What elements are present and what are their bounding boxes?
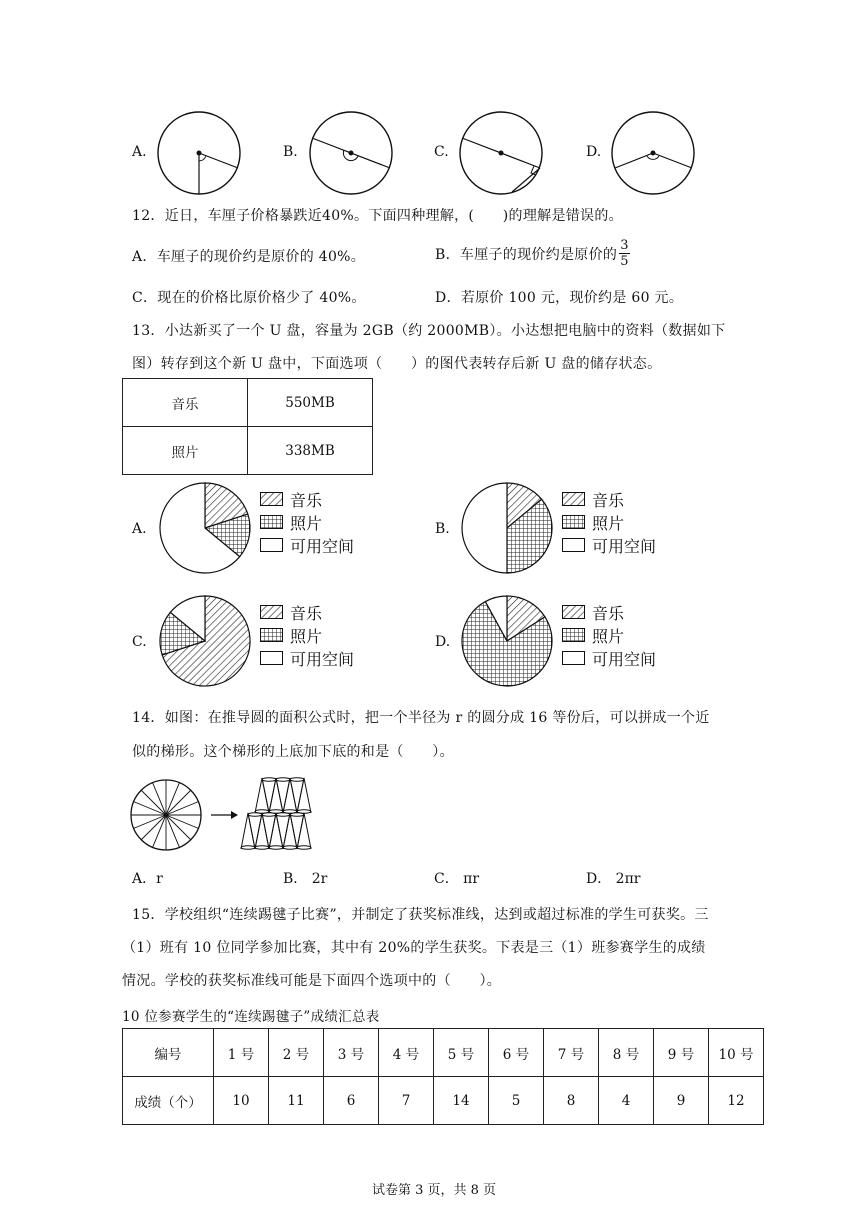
table-header-cell: 5 号 bbox=[434, 1029, 489, 1077]
legend-swatch bbox=[260, 605, 284, 620]
table-cell: 14 bbox=[434, 1077, 489, 1125]
legend-item bbox=[562, 625, 624, 645]
legend-swatch bbox=[260, 628, 284, 643]
q13-line-1: 13．小达新买了一个 U 盘，容量为 2GB（约 2000MB）。小达想把电脑中的资料（数据如下 bbox=[132, 323, 726, 339]
table-cell: 550MB bbox=[248, 379, 373, 427]
legend-label: 照片 bbox=[592, 626, 625, 646]
legend-item bbox=[562, 648, 656, 668]
q15-score-table bbox=[122, 1028, 764, 1125]
q12-option-d: D．若原价 100 元，现价约是 60 元。 bbox=[435, 290, 684, 306]
table-cell: 8 bbox=[544, 1077, 599, 1125]
fraction-numerator: 3 bbox=[620, 238, 629, 253]
legend-item bbox=[562, 489, 624, 509]
q14-line-1: 14．如图：在推导圆的面积公式时，把一个半径为 r 的圆分成 16 等份后，可以拼成一个近 bbox=[132, 710, 710, 726]
legend-item bbox=[260, 648, 354, 668]
legend-label: 音乐 bbox=[290, 490, 323, 510]
legend-item bbox=[260, 535, 354, 555]
legend-swatch bbox=[260, 492, 284, 507]
legend-item bbox=[260, 625, 322, 645]
q12-option-c: C．现在的价格比原价格少了 40%。 bbox=[132, 290, 366, 306]
legend-swatch bbox=[260, 515, 284, 530]
q15-table-title: 10 位参赛学生的“连续踢毽子”成绩汇总表 bbox=[122, 1009, 380, 1025]
legend-label: 音乐 bbox=[592, 490, 625, 510]
table-cell: 9 bbox=[654, 1077, 709, 1125]
legend-swatch bbox=[562, 515, 586, 530]
legend-swatch bbox=[562, 492, 586, 507]
table-row bbox=[123, 427, 373, 475]
legend-label: 照片 bbox=[290, 513, 323, 533]
table-header-cell: 3 号 bbox=[324, 1029, 379, 1077]
table-cell: 11 bbox=[269, 1077, 324, 1125]
legend-swatch bbox=[562, 605, 586, 620]
q15-line-3: 情况。学校的获奖标准线可能是下面四个选项中的（ ）。 bbox=[122, 973, 502, 989]
fraction-denominator: 5 bbox=[620, 254, 629, 269]
table-header-cell: 8 号 bbox=[599, 1029, 654, 1077]
pie-chart bbox=[459, 593, 555, 689]
q11-option-a-circle bbox=[154, 108, 244, 198]
q12-option-b-text: B．车厘子的现价约是原价的 bbox=[435, 246, 618, 263]
q12-option-a: A．车厘子的现价约是原价的 40%。 bbox=[132, 249, 366, 265]
legend-item bbox=[260, 489, 322, 509]
pie-chart bbox=[157, 593, 253, 689]
legend-swatch bbox=[260, 651, 284, 666]
legend-item bbox=[562, 535, 656, 555]
legend-item bbox=[562, 602, 624, 622]
q14-circle-to-trapezoid-figure bbox=[128, 776, 318, 854]
table-cell: 6 bbox=[324, 1077, 379, 1125]
q14-option-c: C． πr bbox=[434, 871, 480, 887]
q11-option-c-circle bbox=[456, 108, 546, 198]
arrow-icon bbox=[211, 811, 238, 819]
table-row bbox=[123, 1029, 764, 1077]
table-row bbox=[123, 1077, 764, 1125]
table-header-cell: 10 号 bbox=[709, 1029, 764, 1077]
q11-option-a-label: A. bbox=[132, 144, 147, 160]
table-cell: 音乐 bbox=[123, 379, 248, 427]
q13-option-label: B. bbox=[435, 521, 450, 537]
trapezoid-shape bbox=[241, 778, 311, 850]
legend-label: 可用空间 bbox=[290, 649, 355, 669]
q13-line-2: 图）转存到这个新 U 盘中，下面选项（ ）的图代表转存后新 U 盘的储存状态。 bbox=[132, 356, 662, 372]
q11-option-b-circle bbox=[306, 108, 396, 198]
page-footer: 试卷第 3 页，共 8 页 bbox=[371, 1183, 497, 1198]
legend-swatch bbox=[562, 651, 586, 666]
legend-label: 音乐 bbox=[290, 603, 323, 623]
table-cell: 照片 bbox=[123, 427, 248, 475]
q11-option-d-circle bbox=[608, 108, 698, 198]
q11-option-c-label: C. bbox=[434, 144, 449, 160]
q15-line-2: （1）班有 10 位同学参加比赛，其中有 20%的学生获奖。下表是三（1）班参赛学生的成绩 bbox=[122, 940, 706, 956]
q11-option-d-label: D. bbox=[586, 144, 602, 160]
table-cell: 成绩（个） bbox=[123, 1077, 214, 1125]
q14-option-d: D． 2πr bbox=[586, 871, 641, 887]
legend-item bbox=[260, 512, 322, 532]
q13-option-label: C. bbox=[132, 634, 147, 650]
q15-line-1: 15．学校组织“连续踢毽子比赛”，并制定了获奖标准线，达到或超过标准的学生可获奖。三 bbox=[132, 907, 709, 923]
legend-label: 照片 bbox=[290, 626, 323, 646]
legend-swatch bbox=[562, 538, 586, 553]
q11-option-b-label: B. bbox=[283, 144, 298, 160]
table-cell: 7 bbox=[379, 1077, 434, 1125]
legend-label: 可用空间 bbox=[592, 536, 657, 556]
q14-option-a: A．r bbox=[132, 871, 163, 887]
table-header-cell: 编号 bbox=[123, 1029, 214, 1077]
q12-stem: 12．近日，车厘子价格暴跌近40%。下面四种理解，( )的理解是错误的。 bbox=[132, 208, 623, 224]
table-row bbox=[123, 379, 373, 427]
pie-chart bbox=[157, 480, 253, 576]
legend-label: 照片 bbox=[592, 513, 625, 533]
table-cell: 4 bbox=[599, 1077, 654, 1125]
table-cell: 10 bbox=[214, 1077, 269, 1125]
q12-option-b bbox=[435, 238, 630, 269]
legend-label: 可用空间 bbox=[290, 536, 355, 556]
table-header-cell: 2 号 bbox=[269, 1029, 324, 1077]
table-cell: 338MB bbox=[248, 427, 373, 475]
table-cell: 12 bbox=[709, 1077, 764, 1125]
sectored-circle bbox=[131, 780, 201, 850]
legend-label: 音乐 bbox=[592, 603, 625, 623]
q14-line-2: 似的梯形。这个梯形的上底加下底的和是（ ）。 bbox=[132, 744, 454, 760]
table-header-cell: 1 号 bbox=[214, 1029, 269, 1077]
table-header-cell: 9 号 bbox=[654, 1029, 709, 1077]
q14-option-b: B． 2r bbox=[283, 871, 328, 887]
q13-option-label: A. bbox=[132, 521, 147, 537]
legend-swatch bbox=[562, 628, 586, 643]
pie-chart bbox=[459, 480, 555, 576]
q13-option-label: D. bbox=[435, 634, 451, 650]
legend-swatch bbox=[260, 538, 284, 553]
pie-slice-free-space bbox=[462, 483, 507, 573]
q12-option-b-fraction bbox=[619, 238, 630, 269]
legend-label: 可用空间 bbox=[592, 649, 657, 669]
table-header-cell: 4 号 bbox=[379, 1029, 434, 1077]
table-cell: 5 bbox=[489, 1077, 544, 1125]
table-header-cell: 7 号 bbox=[544, 1029, 599, 1077]
table-header-cell: 6 号 bbox=[489, 1029, 544, 1077]
legend-item bbox=[260, 602, 322, 622]
legend-item bbox=[562, 512, 624, 532]
q13-data-table bbox=[122, 378, 373, 475]
